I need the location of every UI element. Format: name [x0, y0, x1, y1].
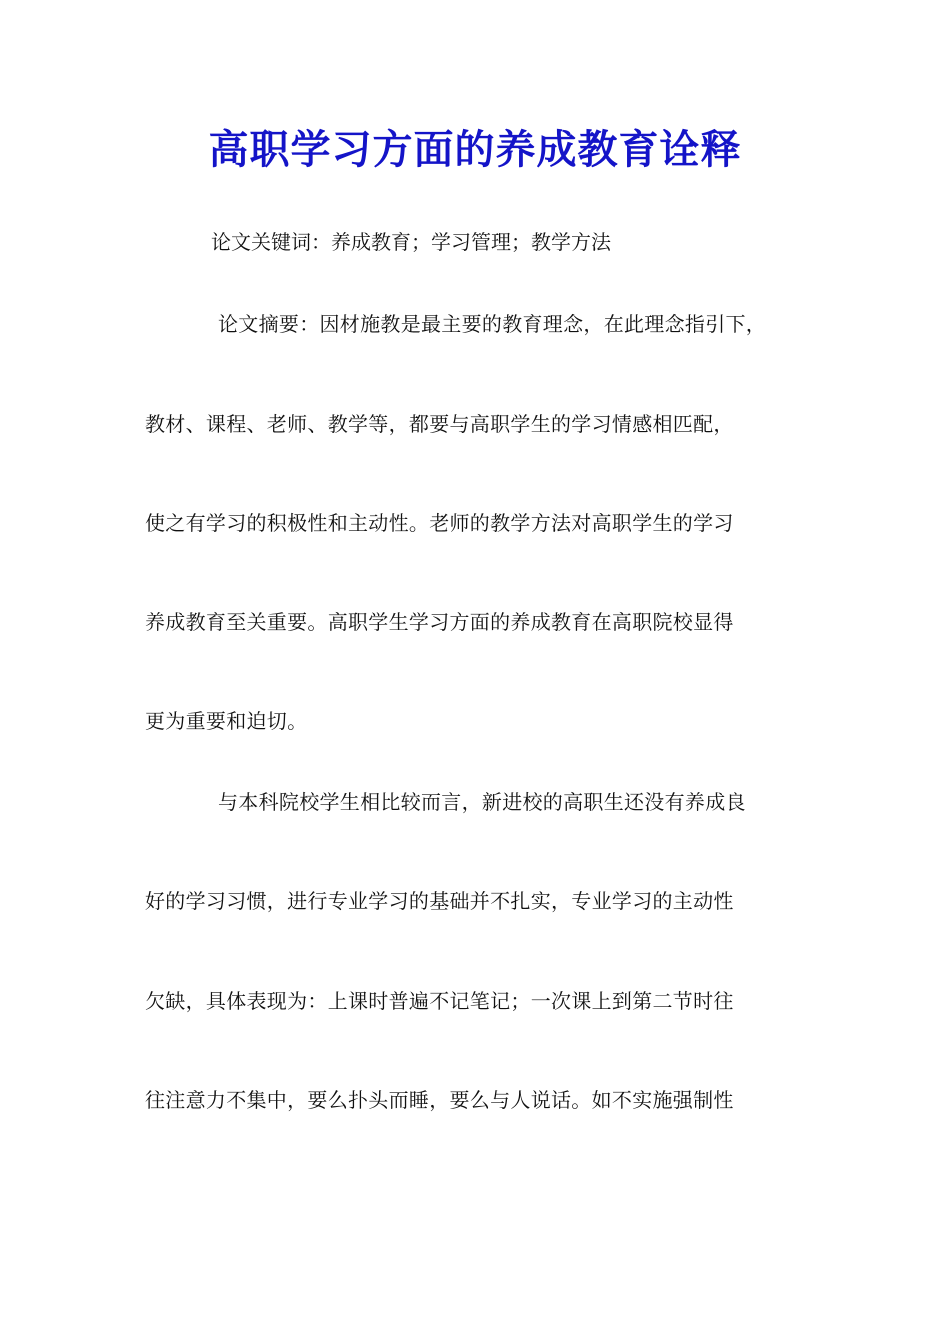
abstract-line-1: 论文摘要：因材施教是最主要的教育理念，在此理念指引下， [218, 312, 767, 336]
abstract-line-4: 养成教育至关重要。高职学生学习方面的养成教育在高职院校显得 [145, 610, 734, 634]
abstract-line-5: 更为重要和迫切。 [145, 709, 308, 733]
paragraph-line-2: 好的学习习惯，进行专业学习的基础并不扎实，专业学习的主动性 [145, 889, 734, 913]
paragraph-line-4: 往注意力不集中，要么扑头而睡，要么与人说话。如不实施强制性 [145, 1088, 734, 1112]
abstract-line-2: 教材、课程、老师、教学等，都要与高职学生的学习情感相匹配， [145, 412, 734, 436]
keywords-line: 论文关键词：养成教育；学习管理；教学方法 [211, 230, 611, 254]
document-title: 高职学习方面的养成教育诠释 [208, 126, 742, 173]
paragraph-line-1: 与本科院校学生相比较而言，新进校的高职生还没有养成良 [218, 790, 746, 814]
abstract-line-3: 使之有学习的积极性和主动性。老师的教学方法对高职学生的学习 [145, 511, 734, 535]
paragraph-line-3: 欠缺，具体表现为：上课时普遍不记笔记；一次课上到第二节时往 [145, 989, 734, 1013]
